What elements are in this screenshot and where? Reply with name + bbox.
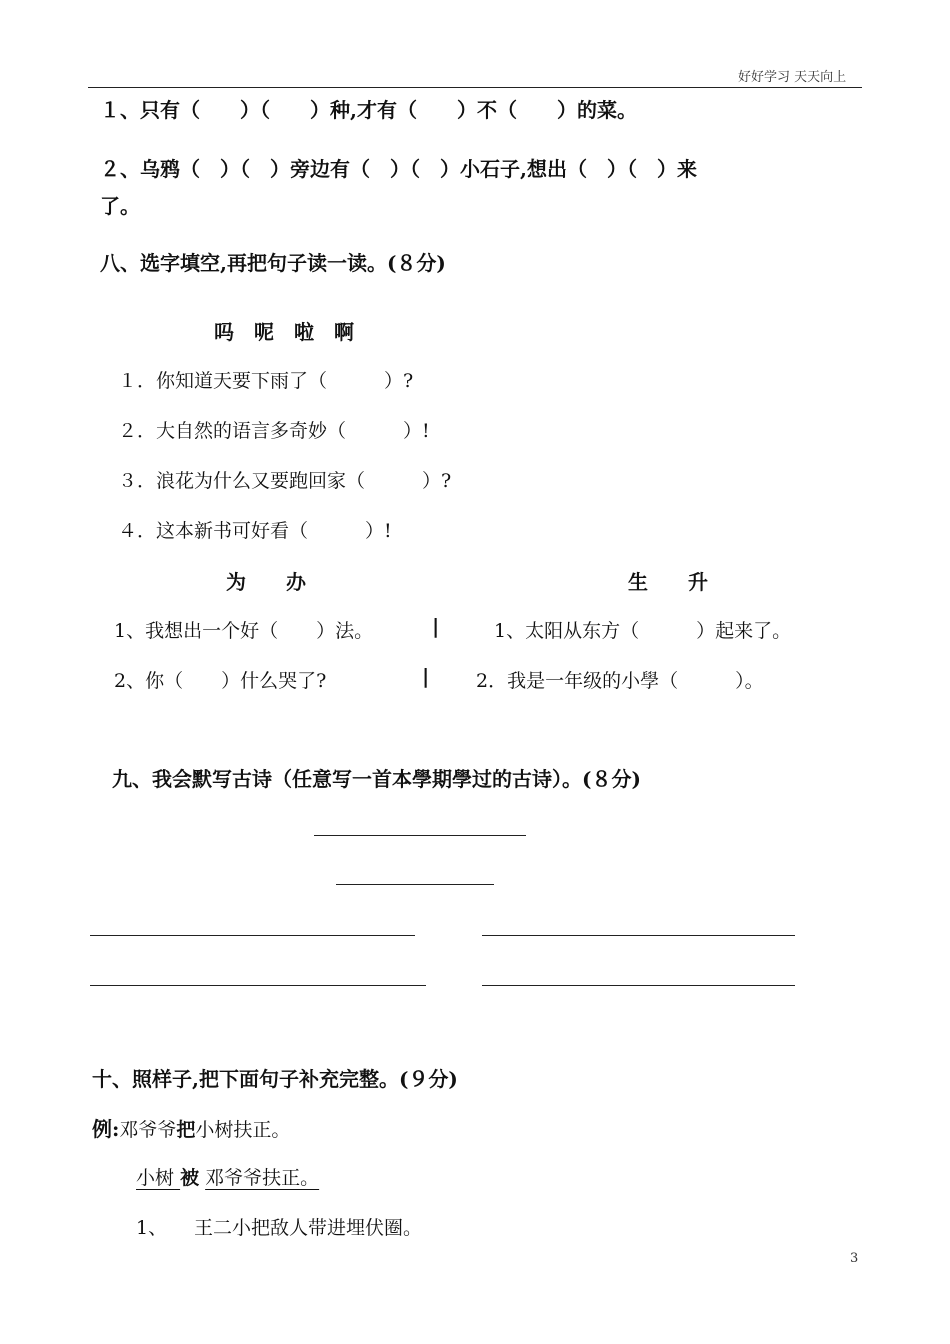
- q9-title: 九、我会默写古诗（任意写一首本學期學过的古诗）。(８分): [112, 767, 641, 791]
- q8-title: 八、选字填空,再把句子读一读。(８分): [100, 251, 446, 275]
- poem-line-3[interactable]: [90, 985, 426, 986]
- example-post: 小树扶正。: [195, 1119, 291, 1141]
- poem-line-2[interactable]: [482, 935, 795, 936]
- q10-item-1-text: 王二小把敌人带进埋伏圈。: [194, 1217, 423, 1239]
- example-label: 例:: [92, 1117, 120, 1141]
- q8-item-b-left-2: 2、你（ ）什么哭了?: [114, 670, 327, 692]
- q10-example: [92, 1113, 290, 1142]
- q8-choices-b-left: 为 办: [226, 570, 306, 594]
- q7-line-2-cont: 了。: [100, 194, 140, 218]
- poem-title-line[interactable]: [314, 835, 526, 836]
- poem-author-line[interactable]: [336, 884, 494, 885]
- example-key: 把: [176, 1119, 196, 1141]
- q8-item-b-left-1: 1、我想出一个好（ ）法。: [114, 620, 374, 642]
- answer-part-a: 小树: [136, 1167, 175, 1189]
- q7-line-2: ２、乌鸦（ ）（ ）旁边有（ ）（ ）小石子,想出（ ）（ ）来: [100, 157, 697, 181]
- poem-line-1[interactable]: [90, 935, 415, 936]
- q8-item-a2: ２．大自然的语言多奇妙（ ）!: [118, 420, 430, 442]
- answer-key: 被: [180, 1167, 200, 1189]
- q10-title: 十、照样子,把下面句子补充完整。(９分): [92, 1067, 458, 1091]
- page-number: 3: [850, 1251, 859, 1266]
- q10-example-answer: [136, 1163, 319, 1190]
- q8-item-a1: １．你知道天要下雨了（ ）?: [118, 370, 414, 392]
- q8-choices-b-right: 生 升: [628, 570, 708, 594]
- q8-item-b-right-1: 1、太阳从东方（ ）起来了。: [494, 620, 792, 642]
- q8-item-b-right-2: 2．我是一年级的小學（ ）。: [476, 670, 764, 692]
- answer-part-b: 邓爷爷扶正。: [205, 1167, 320, 1189]
- q8-item-a3: ３．浪花为什么又要跑回家（ ）?: [118, 470, 452, 492]
- q8-item-a4: ４．这本新书可好看（ ）!: [118, 520, 392, 542]
- header-rule: [88, 87, 862, 88]
- poem-line-4[interactable]: [482, 985, 795, 986]
- q10-item-1-num: 1、: [136, 1217, 168, 1239]
- q7-line-1: １、只有（ ）（ ）种,才有（ ）不（ ）的菜。: [100, 98, 637, 122]
- page-header: 好好学习 天天向上: [738, 70, 847, 85]
- q8-divider-2: |: [422, 664, 430, 688]
- q8-choices-a: 吗 呢 啦 啊: [214, 320, 354, 344]
- example-pre: 邓爷爷: [119, 1119, 177, 1141]
- q8-divider-1: |: [432, 614, 440, 638]
